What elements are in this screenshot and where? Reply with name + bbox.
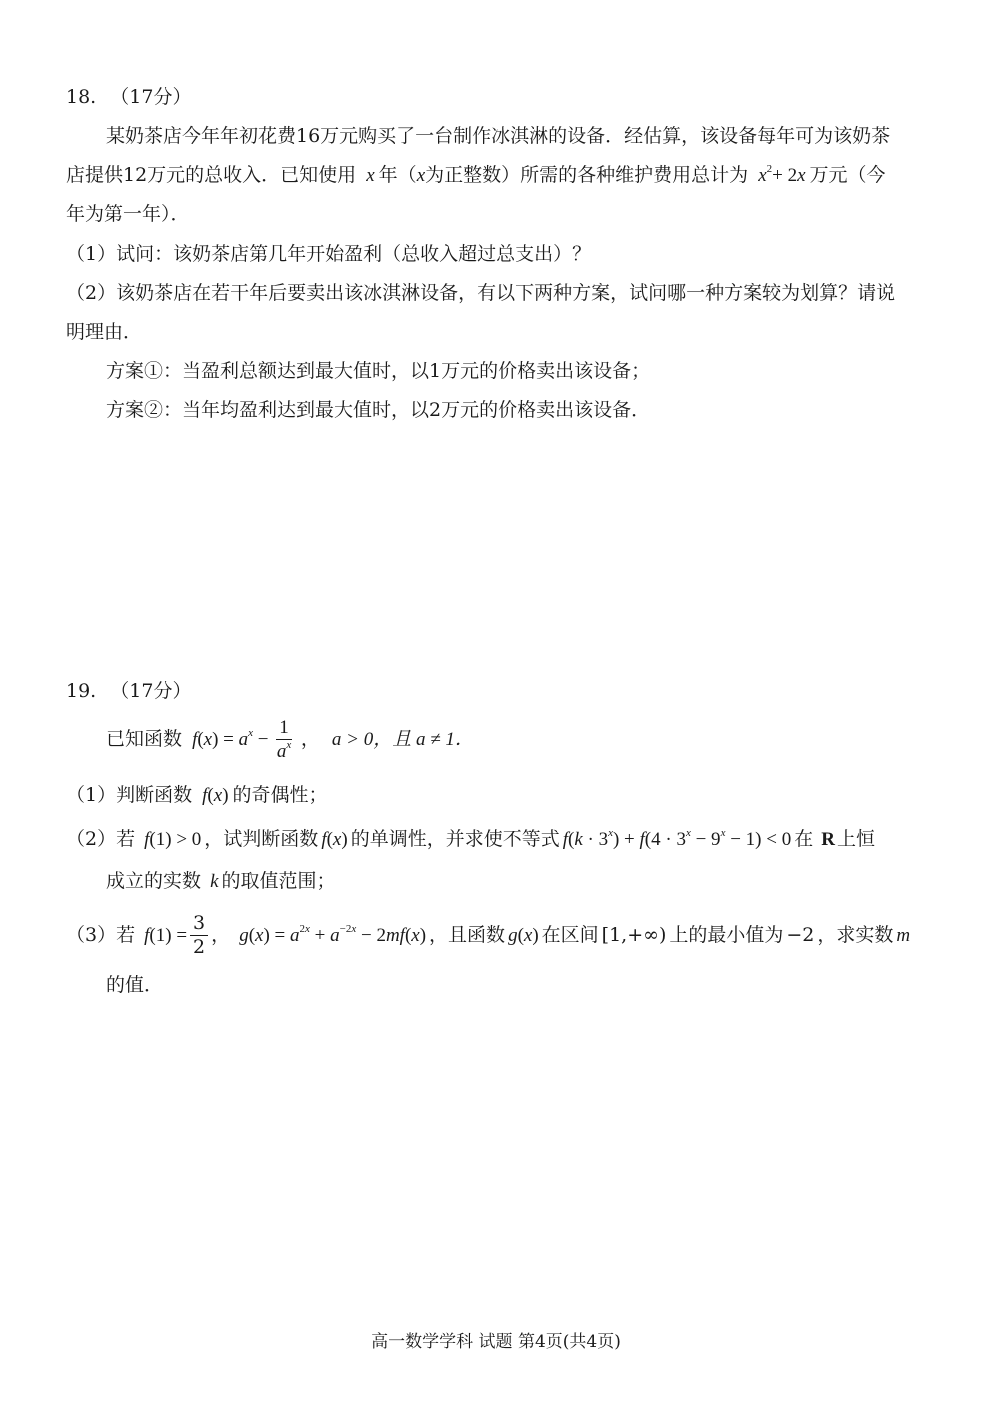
q19-three-halves: $\frac{3}{2}$ [190,914,208,957]
q18-stem-line3: 年为第一年）． [66,203,190,225]
q18-number: 18. [66,86,97,108]
q18-part2-line1: （2）该奶茶店在若干年后要卖出该冰淇淋设备，有以下两种方案，试问哪一种方案较为划算？请说 [66,282,896,304]
q19-part2-line2: 成立的实数 k 的取值范围； [106,870,336,892]
q18-stem-line1: 某奶茶店今年年初花费16万元购买了一台制作冰淇淋的设备．经估算，该设备每年可为该奶茶 [106,125,891,147]
q18-part2-line2: 明理由． [66,321,143,343]
q19-part2-line1: （2）若 f(1) > 0 ，试判断函数 f(x) 的单调性，并求使不等式 $f(k \cdot 3^x) + f(4 \cdot 3^x - 9^x - 1) < 0$ 在 R 上恒 [66,827,876,850]
q19-part3-line1: （3）若 f(1) = $\frac{3}{2}$ ， $g(x) = a^{2x} + a^{-2x} - 2mf(x)$ ，且函数 g(x) 在区间 [1,+∞) 上的最小值为 −2 ，求实数 m [66,912,911,958]
q19-fraction: $\frac{1}{a^x}$ [276,717,292,762]
q19-part3-line2: 的值． [106,974,164,996]
page-footer: 高一数学学科 试题 第4页(共4页) [371,1332,621,1352]
q19-part1: （1）判断函数 f(x) 的奇偶性； [66,784,328,806]
q19-function-definition: $f(x) = a^x$ − [192,727,274,750]
q18-plan1: 方案①：当盈利总额达到最大值时，以1万元的价格卖出该设备； [106,360,651,382]
q18-cost-expression: $x^2+ 2x$ [758,163,806,186]
q18-part1: （1）试问：该奶茶店第几年开始盈利（总收入超过总支出）？ [66,243,592,265]
q19-stem: 已知函数 $f(x) = a^x$ − $\frac{1}{a^x}$ ， a > 0，且 a ≠ 1． [106,717,474,762]
q19-g-definition: $g(x) = a^{2x} + a^{-2x} - 2mf(x)$ [239,923,427,946]
q18-header [66,88,191,107]
q19-header [66,682,191,701]
q18-stem-line2: 店提供12万元的总收入．已知使用 x 年（x为正整数）所需的各种维护费用总计为 $x^2+ 2x$ 万元（今 [66,163,886,186]
q19-inequality: $f(k \cdot 3^x) + f(4 \cdot 3^x - 9^x - 1) < 0$ [562,827,792,850]
q19-score: （17分） [110,680,192,702]
q19-number: 19. [66,680,97,702]
q18-plan2: 方案②：当年均盈利达到最大值时，以2万元的价格卖出该设备． [106,399,651,421]
q19-interval: [1,+∞) [601,924,667,946]
q18-score: （17分） [110,86,192,108]
